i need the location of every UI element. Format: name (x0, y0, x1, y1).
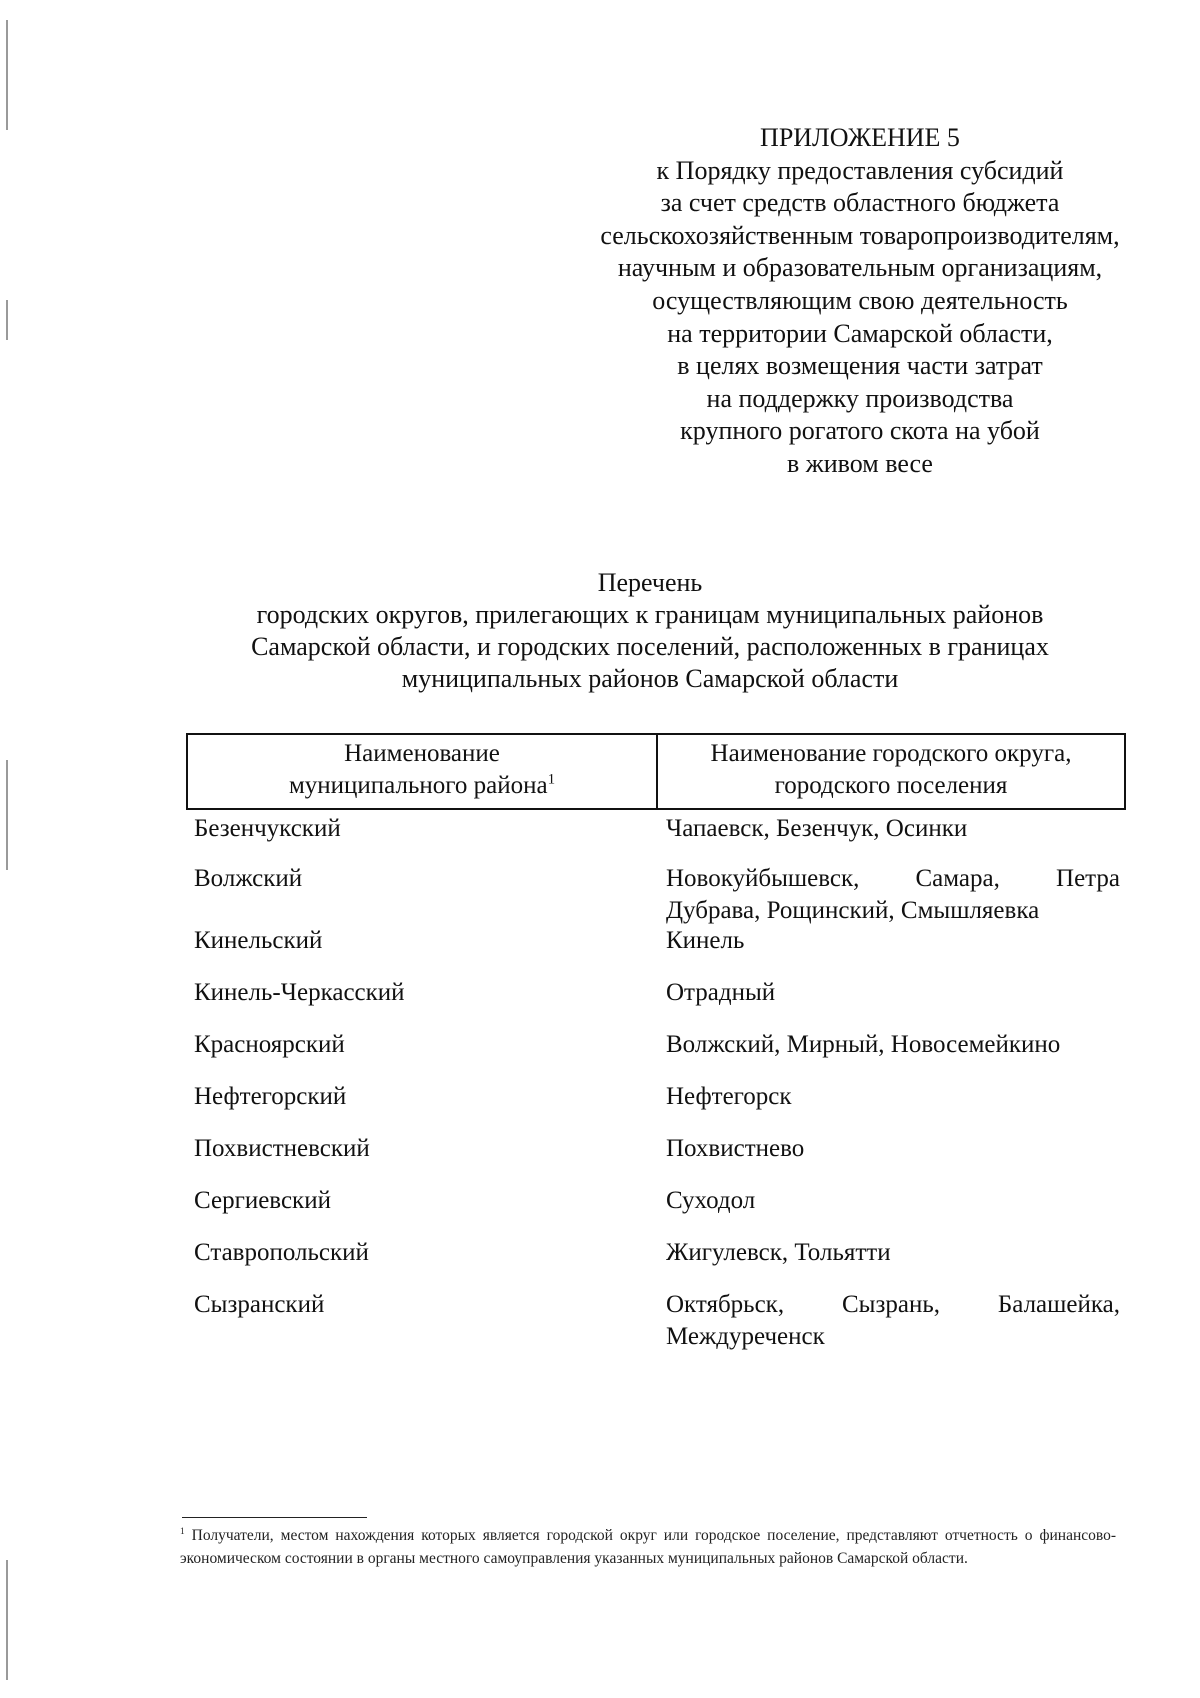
settlement-cell: Новокуйбышевск, Самара, Петра Дубрава, Рощинский, Смышляевка (666, 865, 1120, 924)
settlement-cell: Октябрьск, Сызрань, Балашейка, Междуреченск (666, 1291, 1120, 1350)
appendix-line: за счет средств областного бюджета (660, 188, 1060, 218)
settlement-cell: Суходол (666, 1187, 756, 1214)
appendix-line: научным и образовательным организациям, (617, 253, 1103, 283)
appendix-line: в живом весе (787, 448, 933, 478)
district-cell: Кинельский (194, 927, 323, 954)
district-cell: Волжский (194, 865, 303, 892)
appendix-line: крупного рогатого скота на убой (680, 416, 1040, 446)
header-district-line1: Наименование (344, 740, 500, 767)
header-settlement-line1: Наименование городского округа, (710, 740, 1072, 767)
scan-edge-mark (6, 1560, 8, 1680)
scan-edge-mark (6, 760, 8, 870)
list-title (120, 567, 1180, 695)
settlement-cell: Похвистнево (666, 1135, 805, 1162)
list-subheading: муниципальных районов Самарской области (401, 664, 899, 693)
scan-edge-mark (6, 300, 8, 340)
table-row (186, 925, 1126, 977)
table-body (186, 813, 1126, 1353)
district-cell: Красноярский (194, 1031, 345, 1058)
list-subheading: Самарской области, и городских поселений, расположенных в границах (251, 632, 1049, 661)
footnote-text: Получатели, местом нахождения которых является городской округ или городское поселение, представляют отчетность о финансово-экономическом состоянии в органы местного самоуправления указанных муниципальных районов Самарской области. (180, 1527, 1117, 1567)
district-cell: Ставропольский (194, 1239, 369, 1266)
table-row (186, 1133, 1126, 1185)
appendix-header (560, 122, 1160, 481)
settlement-cell: Нефтегорск (666, 1083, 792, 1110)
table-row (186, 1029, 1126, 1081)
footnote-divider (182, 1517, 367, 1518)
header-district-line2 (188, 770, 656, 802)
table-row (186, 1185, 1126, 1237)
appendix-line: осуществляющим свою деятельность (652, 285, 1068, 315)
table-row (186, 1237, 1126, 1289)
appendix-line: на поддержку производства (706, 383, 1014, 413)
table-header (186, 733, 1126, 810)
district-cell: Похвистневский (194, 1135, 370, 1162)
footnote-ref: 1 (547, 771, 556, 788)
appendix-line: сельскохозяйственным товаропроизводителям, (600, 220, 1120, 250)
appendix-line: на территории Самарской области, (667, 318, 1053, 348)
scan-edge-mark (6, 20, 8, 130)
header-district (188, 735, 658, 808)
table-row (186, 1289, 1126, 1353)
table-row (186, 863, 1126, 925)
district-cell: Безенчукский (194, 815, 341, 842)
footnote (180, 1524, 1116, 1570)
appendix-line: в целях возмещения части затрат (677, 351, 1043, 381)
settlement-cell: Кинель (666, 927, 745, 954)
district-cell: Сызранский (194, 1291, 325, 1318)
appendix-title: ПРИЛОЖЕНИЕ 5 (760, 123, 960, 152)
district-cell: Нефтегорский (194, 1083, 347, 1110)
district-cell: Кинель-Черкасский (194, 979, 405, 1006)
list-subheading: городских округов, прилегающих к границам муниципальных районов (256, 600, 1044, 629)
settlement-cell: Чапаевск, Безенчук, Осинки (666, 815, 968, 842)
header-settlement (658, 735, 1124, 808)
settlement-cell: Отрадный (666, 979, 776, 1006)
footnote-marker: 1 (180, 1526, 185, 1537)
settlement-cell: Волжский, Мирный, Новосемейкино (666, 1031, 1061, 1058)
header-district-text: муниципального района (288, 772, 548, 799)
table-row (186, 977, 1126, 1029)
table-row (186, 1081, 1126, 1133)
appendix-line: к Порядку предоставления субсидий (656, 155, 1064, 185)
districts-table (186, 733, 1126, 1350)
district-cell: Сергиевский (194, 1187, 331, 1214)
header-settlement-line2: городского поселения (774, 772, 1008, 799)
settlement-cell: Жигулевск, Тольятти (666, 1239, 891, 1266)
table-row (186, 813, 1126, 863)
list-heading: Перечень (597, 568, 703, 597)
